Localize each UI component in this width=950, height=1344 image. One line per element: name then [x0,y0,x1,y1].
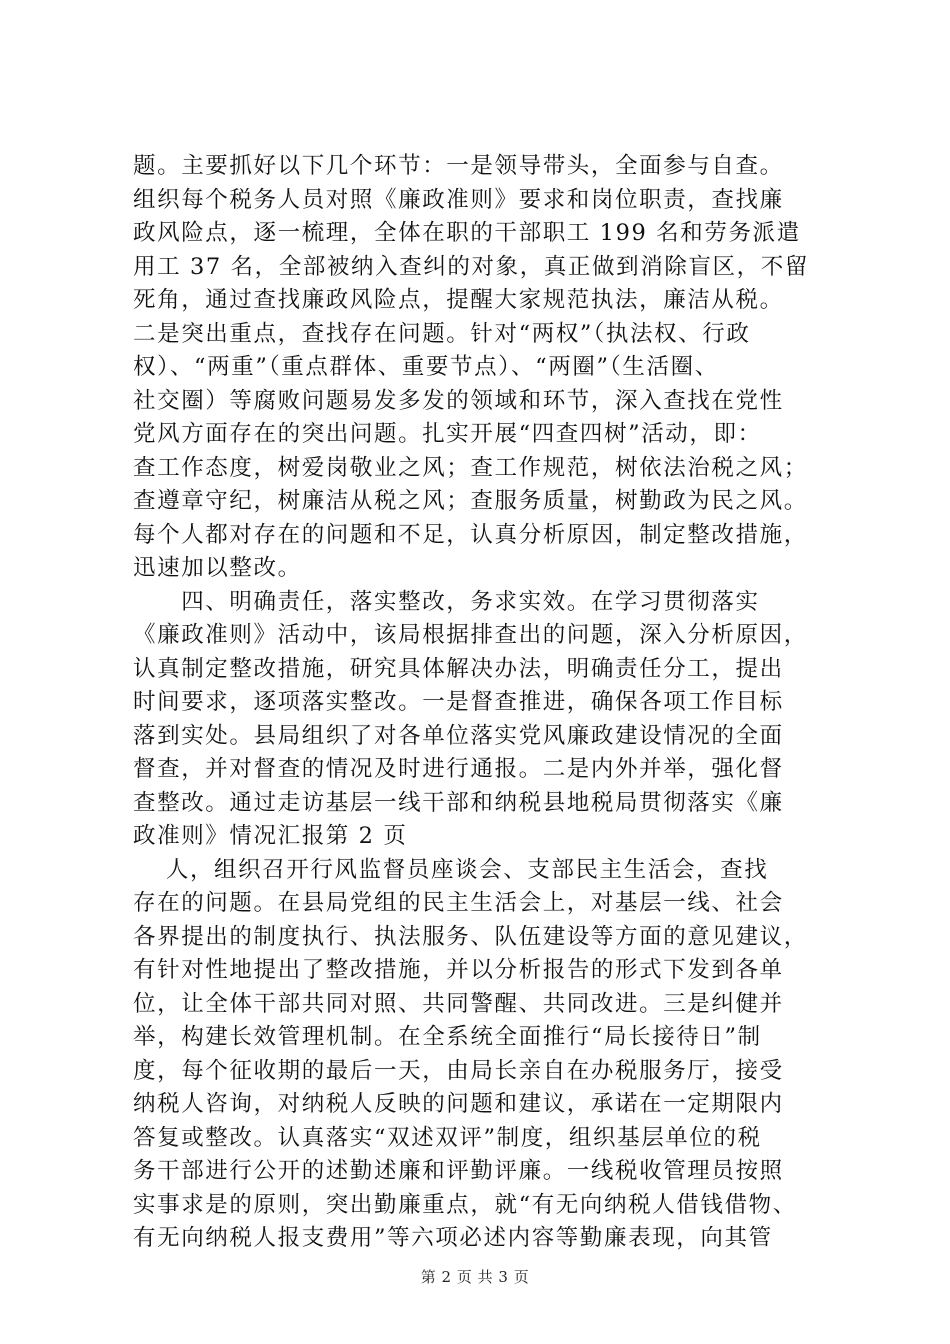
text-line: 政准则》情况汇报第 2 页 [133,823,408,849]
text-line: 政风险点，逐一梳理，全体在职的干部职工 199 名和劳务派遣 [133,220,801,246]
text-line: 有针对性地提出了整改措施，并以分析报告的形式下发到各单 [133,957,784,983]
text-line: 举，构建长效管理机制。在全系统全面推行“局长接待日”制 [133,1024,762,1050]
text-line: 四、明确责任，落实整改，务求实效。在学习贯彻落实 [133,588,760,615]
text-line: 务干部进行公开的述勤述廉和评勤评廉。一线税收管理员按照 [133,1158,784,1184]
text-line: 《廉政准则》活动中，该局根据排查出的问题，深入分析原因， [133,622,808,648]
text-line: 死角，通过查找廉政风险点，提醒大家规范执法，廉洁从税。 [133,287,784,313]
text-line: 二是突出重点，查找存在问题。针对“两权”（执法权、行政 [133,320,751,347]
text-line: 存在的问题。在县局党组的民主生活会上，对基层一线、社会 [133,890,784,916]
text-line: 位，让全体干部共同对照、共同警醒、共同改进。三是纠健并 [133,990,784,1017]
text-line: 查整改。通过走访基层一线干部和纳税县地税局贯彻落实《廉 [133,789,784,816]
text-line: 答复或整改。认真落实“双述双评”制度，组织基层单位的税 [133,1124,762,1151]
text-line: 权）、“两重”（重点群体、重要节点）、“两圈”（生活圈、 [133,354,719,380]
text-line: 有无向纳税人报支费用”等六项必述内容等勤廉表现，向其管 [133,1225,773,1251]
text-line: 迅速加以整改。 [133,555,302,581]
text-line: 人，组织召开行风监督员座谈会、支部民主生活会，查找 [133,856,769,883]
text-line: 查遵章守纪，树廉洁从税之风；查服务质量，树勤政为民之风。 [133,488,808,514]
text-line: 各界提出的制度执行、执法服务、队伍建设等方面的意见建议， [133,923,808,950]
text-line: 用工 37 名，全部被纳入查纠的对象，真正做到消除盲区，不留 [133,253,809,280]
text-line: 落到实处。县局组织了对各单位落实党风廉政建设情况的全面 [133,722,784,749]
text-line: 督查，并对督查的情况及时进行通报。二是内外并举，强化督 [133,756,784,782]
text-line: 党风方面存在的突出问题。扎实开展“四查四树”活动，即： [133,421,762,447]
page-footer: 第 2 页 共 3 页 [420,1268,530,1286]
text-line: 社交圈）等腐败问题易发多发的领域和环节，深入查找在党性 [133,387,784,414]
text-line: 纳税人咨询，对纳税人反映的问题和建议，承诺在一定期限内 [133,1091,784,1117]
text-line: 题。主要抓好以下几个环节：一是领导带头，全面参与自查。 [133,153,784,179]
text-line: 时间要求，逐项落实整改。一是督查推进，确保各项工作目标 [133,689,784,715]
body-text [133,150,833,1256]
text-line: 实事求是的原则，突出勤廉重点，就“有无向纳税人借钱借物、 [133,1191,797,1218]
text-line: 认真制定整改措施，研究具体解决办法，明确责任分工，提出 [133,655,784,682]
text-line: 度，每个征收期的最后一天，由局长亲自在办税服务厅，接受 [133,1057,784,1084]
text-line: 查工作态度，树爱岗敬业之风；查工作规范，树依法治税之风； [133,454,808,481]
text-line: 每个人都对存在的问题和不足，认真分析原因，制定整改措施， [133,521,808,548]
text-line: 组织每个税务人员对照《廉政准则》要求和岗位职责，查找廉 [133,186,784,213]
